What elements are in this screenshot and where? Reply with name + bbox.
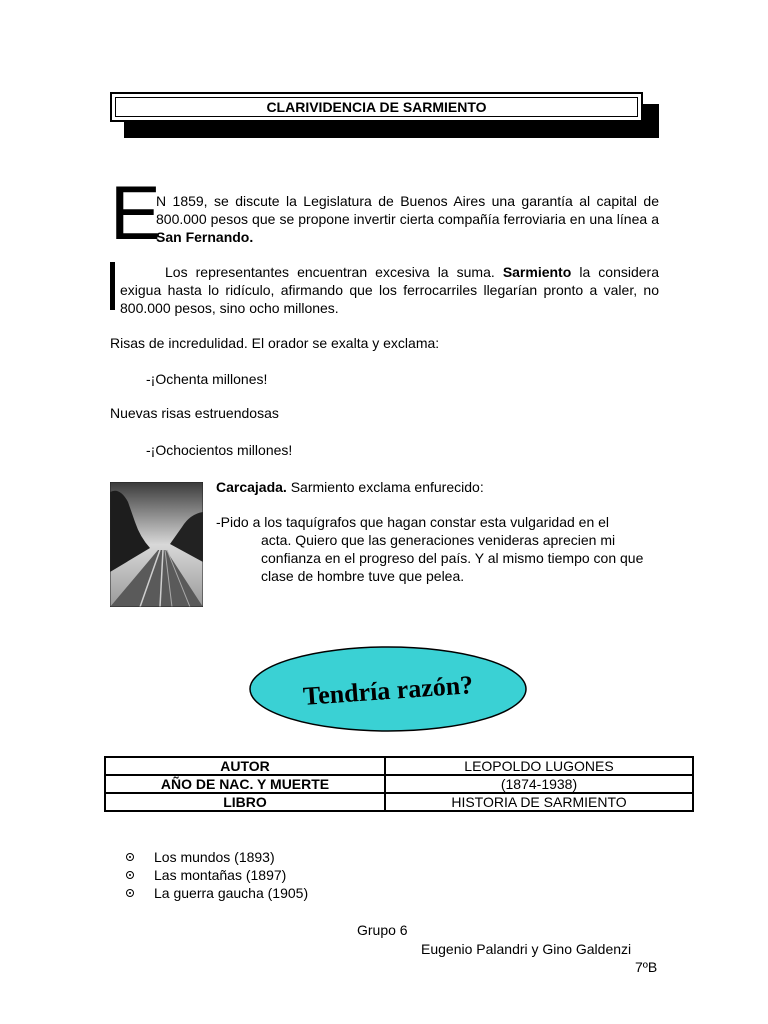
carcajada-line — [216, 478, 484, 496]
paragraph-2-start: Los representantes encuentran excesiva la suma. — [165, 264, 503, 280]
book-title: Las montañas (1897) — [154, 867, 287, 883]
paragraph-2-end: la considera exigua hasta lo ridículo, afirmando que los ferrocarriles llegarían pronto a valer, no 800.000 pesos, sino ocho millones. — [120, 264, 659, 316]
paragraph-2-bold: Sarmiento — [502, 264, 572, 280]
footer-authors: Eugenio Palandri y Gino Galdenzi — [421, 941, 632, 957]
pido-paragraph — [216, 513, 656, 585]
line-nuevas: Nuevas risas estruendosas — [110, 405, 279, 421]
table-row — [105, 793, 693, 811]
carcajada-text: Sarmiento exclama enfurecido: — [286, 479, 484, 495]
footer-group: Grupo 6 — [357, 922, 408, 938]
railway-photo — [110, 482, 203, 607]
list-item — [126, 848, 308, 866]
paragraph-1-text: N 1859, se discute la Legislatura de Buenos Aires una garantía al capital de 800.000 pesos que se propone invertir cierta compañía ferroviaria en una línea a — [156, 193, 659, 227]
drop-cap: E — [110, 171, 161, 256]
page-title: CLARIVIDENCIA DE SARMIENTO — [115, 97, 638, 117]
pido-first: -Pido a los taquígrafos que hagan constar esta vulgaridad en el — [216, 514, 610, 530]
info-table — [104, 756, 694, 812]
bullet-icon — [126, 853, 134, 861]
table-key: AUTOR — [105, 757, 385, 775]
books-list — [126, 848, 308, 902]
table-value: (1874-1938) — [385, 775, 693, 793]
line-risas: Risas de incredulidad. El orador se exalta y exclama: — [110, 335, 440, 351]
list-item — [126, 866, 308, 884]
question-bubble — [248, 645, 528, 733]
paragraph-2 — [120, 263, 659, 317]
table-value: HISTORIA DE SARMIENTO — [385, 793, 693, 811]
table-row — [105, 757, 693, 775]
table-key: AÑO DE NAC. Y MUERTE — [105, 775, 385, 793]
line-ochenta: -¡Ochenta millones! — [146, 371, 268, 387]
pido-rest: acta. Quiero que las generaciones venideras aprecien mi confianza en el progreso del país. Y al mismo tiempo con que clase de hombre tuve que pelea. — [261, 532, 644, 584]
line-ochocientos: -¡Ochocientos millones! — [146, 442, 293, 458]
carcajada-bold: Carcajada. — [216, 479, 287, 495]
list-item — [126, 884, 308, 902]
table-key: LIBRO — [105, 793, 385, 811]
drop-bar — [110, 262, 115, 310]
table-row — [105, 775, 693, 793]
paragraph-1 — [156, 192, 659, 246]
table-value: LEOPOLDO LUGONES — [385, 757, 693, 775]
bullet-icon — [126, 889, 134, 897]
title-box — [110, 92, 643, 122]
bullet-icon — [126, 871, 134, 879]
book-title: Los mundos (1893) — [154, 849, 275, 865]
bubble-text: Tendría razón? — [302, 670, 475, 711]
book-title: La guerra gaucha (1905) — [154, 885, 309, 901]
paragraph-1-bold: San Fernando. — [156, 229, 254, 245]
footer-grade: 7ºB — [635, 959, 658, 975]
